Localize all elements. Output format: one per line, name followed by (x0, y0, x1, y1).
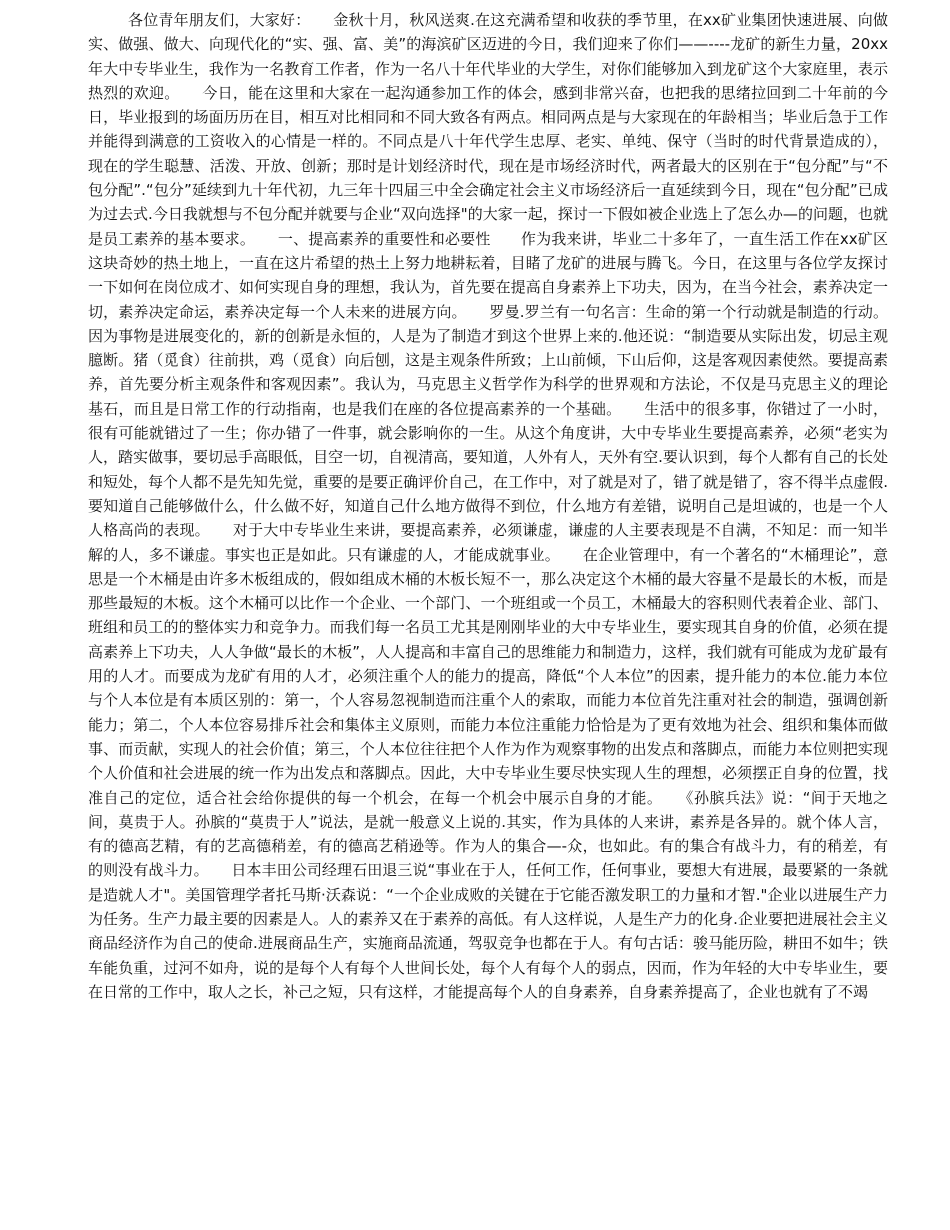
body-paragraph: 各位青年朋友们，大家好： 金秋十月，秋风送爽.在这充满希望和收获的季节里，在xx矿业集团快速进展、向做实、做强、做大、向现代化的“实、强、富、美”的海滨矿区迈进的今日，我们迎来了你们——----龙矿的新生力量，20xx年大中专毕业生，我作为一名教育工作者，作为一名八十年代毕业的大学生，对你们能够加入到龙矿这个大家庭里，表示热烈的欢迎。 今日，能在这里和大家在一起沟通参加工作的体会，感到非常兴奋，也把我的思绪拉回到二十年前的今日，毕业报到的场面历历在目，相互对比相同和不同大致各有两点。相同两点是与大家现在的年龄相当；毕业后急于工作并能得到满意的工资收入的心情是一样的。不同点是八十年代学生忠厚、老实、单纯、保守（当时的时代背景造成的），现在的学生聪慧、活泼、开放、创新；那时是计划经济时代，现在是市场经济时代，两者最大的区别在于“包分配”与“不包分配”.“包分”延续到九十年代初，九三年十四届三中全会确定社会主义市场经济后一直延续到今日，现在“包分配”已成为过去式.今日我就想与不包分配并就要与企业“双向选择"的大家一起，探讨一下假如被企业选上了怎么办—的问题，也就是员工素养的基本要求。 一、提高素养的重要性和必要性 作为我来讲，毕业二十多年了，一直生活工作在xx矿区这块奇妙的热土地上，一直在这片希望的热土上努力地耕耘着，目睹了龙矿的进展与腾飞。今日，在这里与各位学友探讨一下如何在岗位成才、如何实现自身的理想，我认为，首先要在提高自身素养上下功夫，因为，在当今社会，素养决定一切，素养决定命运，素养决定每一个人未来的进展方向。 罗曼.罗兰有一句名言：生命的第一个行动就是制造的行动。因为事物是进展变化的，新的创新是永恒的，人是为了制造才到这个世界上来的.他还说：“制造要从实际出发，切忌主观臆断。猪（觅食）往前拱，鸡（觅食）向后刨，这是主观条件所致；上山前倾，下山后仰，这是客观因素使然。要提高素养，首先要分析主观条件和客观因素”。我认为，马克思主义哲学作为科学的世界观和方法论，不仅是马克思主义的理论基石，而且是日常工作的行动指南，也是我们在座的各位提高素养的一个基础。 生活中的很多事，你错过了一小时，很有可能就错过了一生；你办错了一件事，就会影响你的一生。从这个角度讲，大中专毕业生要提高素养，必须“老实为人，踏实做事，要切忌手高眼低，目空一切，自视清高，要知道，人外有人，天外有空.要认识到，每个人都有自己的长处和短处，每个人都不是先知先觉，重要的是要正确评价自己，在工作中，对了就是对了，错了就是错了，容不得半点虚假.要知道自己能够做什么，什么做不好，知道自己什么地方做得不到位，什么地方有差错，说明自己是坦诚的，也是一个人人格高尚的表现。 对于大中专毕业生来讲，要提高素养，必须谦虚，谦虚的人主要表现是不自满，不知足：而一知半解的人，多不谦虚。事实也正是如此。只有谦虚的人，才能成就事业。 在企业管理中，有一个著名的“木桶理论”，意思是一个木桶是由许多木板组成的，假如组成木桶的木板长短不一，那么决定这个木桶的最大容量不是最长的木板，而是那些最短的木板。这个木桶可以比作一个企业、一个部门、一个班组或一个员工，木桶最大的容积则代表着企业、部门、班组和员工的的整体实力和竞争力。而我们每一名员工尤其是刚刚毕业的大中专毕业生，要实现其自身的价值，必须在提高素养上下功夫，人人争做“最长的木板”，人人提高和丰富自己的思维能力和制造力，这样，我们就有可能成为龙矿最有用的人才。而要成为龙矿有用的人才，必须注重个人的能力的提高，降低“个人本位”的因素，提升能力的本位.能力本位与个人本位是有本质区别的：第一，个人容易忽视制造而注重个人的索取，而能力本位首先注重对社会的制造，强调创新能力；第二，个人本位容易排斥社会和集体主义原则，而能力本位注重能力恰恰是为了更有效地为社会、组织和集体而做事、而贡献，实现人的社会价值；第三，个人本位往往把个人作为作为观察事物的出发点和落脚点，而能力本位则把实现个人价值和社会进展的统一作为出发点和落脚点。因此，大中专毕业生要尽快实现人生的理想，必须摆正自身的位置，找准自己的定位，适合社会给你提供的每一个机会，在每一个机会中展示自身的才能。 《孙膑兵法》说：“间于天地之间，莫贵于人。孙膑的“莫贵于人”说法，是就一般意义上说的.其实，作为具体的人来讲，素养是各异的。就个体人言，有的德高艺精，有的艺高德稍差，有的德高艺稍逊等。作为人的集合—-众，也如此。有的集合有战斗力，有的稍差，有的则没有战斗力。 日本丰田公司经理石田退三说“事业在于人，任何工作，任何事业，要想大有进展，最要紧的一条就是造就人才"。美国管理学者托马斯·沃森说：“一个企业成败的关键在于它能否激发职工的力量和才智."企业以进展生产力为任务。生产力最主要的因素是人。人的素养又在于素养的高低。有人这样说，人是生产力的化身.企业要把进展社会主义商品经济作为自己的使命.进展商品生产，实施商品流通，驾驭竞争也都在于人。有句古话：骏马能历险，耕田不如牛；铁车能负重，过河不如舟，说的是每个人有每个人世间长处，每个人有每个人的弱点，因而，作为年轻的大中专毕业生，要在日常的工作中，取人之长，补己之短，只有这样，才能提高每个人的自身素养，自身素养提高了，企业也就有了不竭 (88, 11, 888, 1001)
